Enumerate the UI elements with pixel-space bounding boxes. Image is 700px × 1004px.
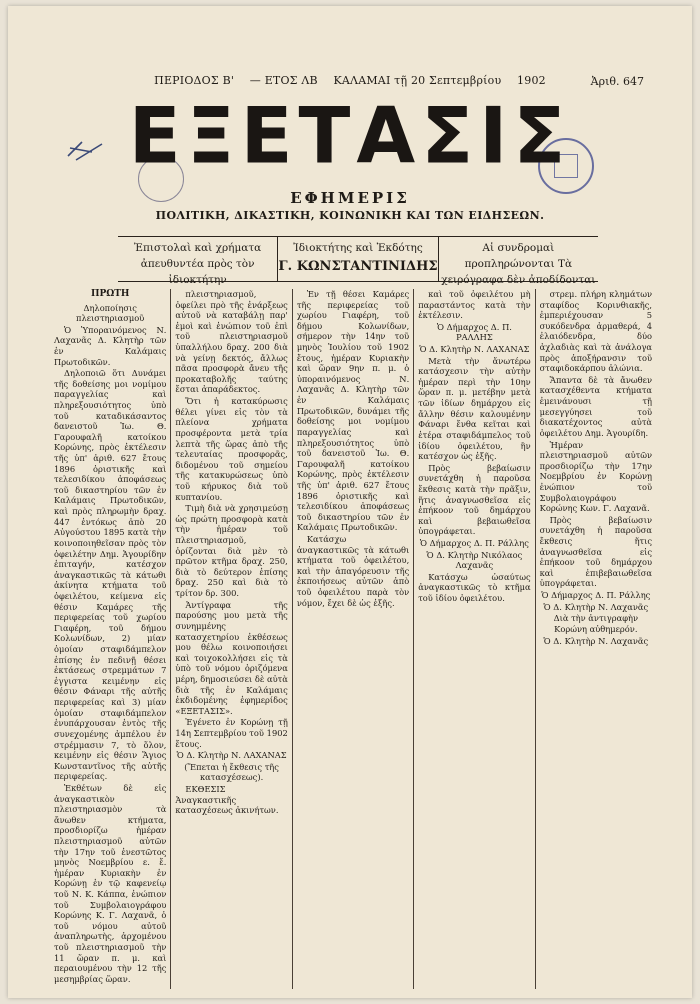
year-number: 1902 <box>517 74 546 87</box>
paragraph: Ὁ Ὑποραινόμενος Ν. Λαχανᾶς Δ. Κλητὴρ τῶν ἐν Καλάμαις Πρωτοδικῶν. <box>54 324 167 367</box>
paragraph: πλειστηριασμοῦ, ὀφείλει πρὸ τῆς ἐνάρξεως αὐτοῦ νὰ καταβάλῃ παρ' ἐμοὶ καὶ ἐνώπιον τοῦ ἐπὶ τοῦ πλειστηριασμοῦ ὑπαλλήλου δραχ. 200 διὰ νὰ γείνῃ δεκτός, ἄλλως πᾶσα προσφορὰ ἄνευ τῆς προκαταβολῆς ταύτης ἔσται ἀπαράδεκτος. <box>175 289 288 395</box>
year: — ΕΤΟΣ ΛΒ <box>249 74 318 87</box>
article-column <box>171 289 292 989</box>
header-line <box>8 74 692 87</box>
paragraph: Ἅπαντα δὲ τὰ ἄνωθεν κατασχέθεντα κτήματα ἐμεινάνουσι τῇ μεσεγγύησει τοῦ διακατέχοντος αὐτὰ ὀφειλέτου Δημ. Ἀγουρίδη. <box>539 374 653 438</box>
paragraph: Ἐγένετο ἐν Κορώνῃ τῇ 14η Σεπτεμβρίου τοῦ 1902 ἔτους. <box>175 717 288 749</box>
masthead-title: ΕΞΕΤΑΣΙΣ <box>128 90 572 181</box>
paragraph: Τιμὴ διὰ νὰ χρησιμεύσῃ ὡς πρώτη προσφορὰ κατὰ τὴν ἡμέραν τοῦ πλειστηριασμοῦ, ὁρίζονται διὰ μὲν τὸ πρῶτον κτῆμα δραχ. 250, διὰ τὸ δεύτερον ἐπίσης δραχ. 250 καὶ διὰ τὸ τρίτον δρ. 300. <box>175 503 288 599</box>
paragraph: Ὁ Δ. Κλητὴρ Ν. ΛΑΧΑΝΑΣ <box>176 750 287 761</box>
paragraph: Ἡμέραν πλειστηριασμοῦ αὐτῶν προσδιορίζω τὴν 17ην Νοεμβρίου ἐν Κορώνῃ ἐνώπιον τοῦ Συμβολαιογράφου Κορώνης Κων. Γ. Λαχανᾶ. <box>539 439 653 514</box>
owner-label: Ἰδιοκτήτης καὶ Ἐκδότης <box>293 242 423 254</box>
owner-name: Γ. ΚΩΝΣΤΑΝΤΙΝΙΔΗΣ <box>278 258 438 274</box>
paragraph: Κατάσχω ἀναγκαστικῶς τὰ κάτωθι κτήματα τοῦ ὀφειλέτου, καὶ τὴν ἀπαγόρευσιν τῆς ἐκποιήσεως αὐτῶν ἀπὸ τοῦ ὀφειλέτου παρὰ τὸν νόμον, ἔχει δὲ ὡς ἑξῆς. <box>296 534 410 608</box>
notice-bar <box>118 236 598 286</box>
article-column <box>293 289 414 989</box>
paragraph: Ἐν τῇ θέσει Καμάρες τῆς περιφερείας τοῦ χωρίου Γιαφέρη, τοῦ δήμου Κολωνίδων, σήμερον τὴν 14ην τοῦ μηνὸς Ἰουλίου τοῦ 1902 ἔτους, ἡμέραν Κυριακὴν καὶ ὥραν 9ην π. μ. ὁ ὑποραινόμενος Ν. Λαχανᾶς Δ. Κλητὴρ τῶν ἐν Καλάμαις Πρωτοδικῶν, δυνάμει τῆς δοθείσης μοι νομίμου παραγγελίας καὶ πληρεξουσιότητος ὑπὸ τοῦ δανειστοῦ Ἰω. Θ. Γαρουφαλῆ κατοίκου Κορώνης, πρὸς ἐκτέλεσιν τῆς ὑπ' ἀριθ. 627 ἔτους 1896 ὁριστικῆς καὶ τελεσιδίκου ἀποφάσεως τοῦ δικαστηρίου τῶν ἐν Καλάμαις Πρωτοδικῶν. <box>296 289 410 533</box>
paragraph: (Ἕπεται ἡ ἔκθεσις τῆς κατασχέσεως). <box>184 761 279 783</box>
paragraph: Διὰ τὴν ἀντιγραφὴν Κορώνη αὐθημερόν. <box>553 613 639 634</box>
paragraph: καὶ τοῦ ὀφειλέτου μὴ παραστάντος κατὰ τὴν ἐκτέλεσιν. <box>418 289 531 321</box>
article-column <box>50 289 171 989</box>
masthead-tagline: ΠΟΛΙΤΙΚΗ, ΔΙΚΑΣΤΙΚΗ, ΚΟΙΝΩΝΙΚΗ ΚΑΙ ΤΩΝ ΕΙΔΗΣΕΩΝ. <box>155 209 545 222</box>
paragraph: Ἐκθέτων δὲ εἰς ἀναγκαστικὸν πλειστηριασμὸν τὰ ἄνωθεν κτήματα, προσδιορίζω ἡμέραν πλειστηριασμοῦ αὐτῶν τὴν 17ην τοῦ ἐνεστῶτος μηνὸς Νοεμβρίου ε. ἔ. ἡμέραν Κυριακὴν ἐν Κορώνῃ ἐν τῷ καφενείῳ τοῦ Ν. Κ. Κάππα, ἐνώπιον τοῦ Συμβολαιογράφου Κορώνης Κ. Γ. Λαχανᾶ, ὁ τοῦ νόμου αὐτοῦ ἀναπληρωτὴς, ἀρχομένου τοῦ πλειστηριασμοῦ τὴν 11 ὥραν π. μ. καὶ περαιουμένου τὴν 12 τῆς μεσημβρίας ὥραν. <box>54 782 167 984</box>
masthead-subtitle: ΕΦΗΜΕΡΙΣ <box>290 189 410 207</box>
paragraph: Δηλοποίησις πλειστηριασμοῦ <box>76 302 145 324</box>
article-column <box>536 289 656 989</box>
paragraph: Πρὸς βεβαίωσιν συνετάχθη ἡ παροῦσα ἔκθεσις κατὰ τὴν πρᾶξιν, ἥτις ἀναγνωσθεῖσα εἰς ἐπήκοον τοῦ δημάρχου καὶ βεβαιωθεῖσα ὑπογράφεται. <box>418 462 531 537</box>
notice-middle <box>277 237 438 281</box>
paragraph: στρεμ. πλήρη κλημάτων σταφίδος Κορινθιακῆς, ἐμπεριέχουσαν 5 συκόδενδρα ἀρμαθερά, 4 ἐλαιόδενδρα, δύο ἀχλαδιὰς καὶ τὰ ἀνάλογα πρὸς ἀποξήρανσιν τοῦ σταφιδοκάρπου ἁλώνια. <box>539 289 653 374</box>
paragraph: Ὁ Δήμαρχος Δ. Π. ΡΑΛΛΗΣ <box>436 321 512 343</box>
paragraph: Δηλοποιῶ ὅτι Δυνάμει τῆς δοθείσης μοι νομίμου παραγγελίας καὶ πληρεξουσιότητος ὑπὸ τοῦ καταδικάσαντος δανειστοῦ Ἰω. Θ. Γαρουφαλῆ κατοίκου Κορώνης, πρὸς ἐκτέλεσιν τῆς ὑπ' ἀριθ. 627 ἔτους 1896 ὁριστικῆς καὶ τελεσιδίκου ἀποφάσεως τοῦ δικαστηρίου τῶν ἐν Καλάμαις Πρωτοδικῶν, καὶ πρὸς πληρωμὴν δραχ. 447 ἐντόκως ἀπὸ 20 Αὐγούστου 1895 κατὰ τὴν κοινοποιηθεῖσαν πρὸς τὸν ὀφειλέτην Δημ. Ἀγουρίδην ἐπιταγήν, κατέσχον ἀναγκαστικῶς τὰ κάτωθι ἀκίνητα κτήματα τοῦ ὀφειλέτου, κείμενα εἰς θέσιν Καμάρες τῆς περιφερείας τοῦ χωρίου Γιαφέρη, τοῦ δήμου Κολωνίδων, 2) μίαν ὁμοίαν σταφιδάμπελον ἐπίσης ἐν πεδινῇ θέσει ἐκτάσεως στρεμμάτων 7 ἐγγιστα κειμένην εἰς θέσιν Φάναρι τῆς αὐτῆς περιφερείας καὶ 3) μίαν ὁμοίαν σταφιδάμπελον ἐνυπάρχουσαν ἐντὸς τῆς συνεχομένης ἀμπέλου ἐν στρέμμασιν 7, τὸ ὅλον, κειμένην εἰς θέσιν Ἅγιος Κωνσταντῖνος τῆς αὐτῆς περιφερείας. <box>54 368 167 782</box>
article-columns <box>50 289 656 989</box>
paragraph: Ὁ Δ. Κλητὴρ Νικόλαος Λαχανᾶς <box>426 549 523 571</box>
newspaper-page <box>8 6 692 998</box>
notice-left: Ἐπιστολαὶ καὶ χρήματα ἀπευθυντέα πρὸς τὸν ἰδιοκτήτην <box>134 242 262 286</box>
paragraph: Ἀντίγραφα τῆς παρούσης μου μετὰ τῆς συνημμένης κατασχετηρίου ἐκθέσεως μου θέλω κοινοποιήσει καὶ τοιχοκολλήσει εἰς τὰ ὑπὸ τοῦ νόμου ὁριζόμενα μέρη, δημοσιεύσει δὲ αὐτὰ διὰ τῆς ἐν Καλάμαις ἐκδιδομένης ἐφημερίδος «ΕΞΕΤΑΣΙΣ». <box>175 599 288 716</box>
issue-number: Ἀριθ. 647 <box>590 75 644 88</box>
notice-right: Αἱ συνδρομαὶ προπληρώνονται Τὰ χειρόγραφα δὲν ἀποδίδονται <box>441 242 596 286</box>
paragraph: Ὁ Δ. Κλητὴρ Ν. Λαχανᾶς <box>543 635 649 646</box>
paragraph: Μετὰ τὴν ἄνωτέρω κατάσχεσιν τὴν αὐτὴν ἡμέραν περὶ τὴν 10ην ὥραν π. μ. μετέβην μετὰ τῶν ἰδίων δημάρχου εἰς ἄλλην θέσιν καλουμένην Φάναρι ἔνθα κεῖται καὶ ἑτέρα σταφιδάμπελος τοῦ ἰδίου ὀφειλέτου, ἣν κατέσχον ὡς ἑξῆς. <box>418 355 531 462</box>
paragraph: Ὁ Δήμαρχος Δ. Π. Ράλλης <box>541 590 651 601</box>
period: ΠΕΡΙΟΔΟΣ Β' <box>154 74 235 87</box>
column-heading: ΠΡΩΤΗ <box>90 289 130 299</box>
paragraph: Ὅτι ἡ κατακύρωσις θέλει γίνει εἰς τὸν τὰ πλείονα χρήματα προσφέροντα μετὰ τρία λεπτὰ τῆς ὥρας ἀπὸ τῆς τελευταίας προσφορᾶς, διδομένου τοῦ σημείου τῆς κατακυρώσεως ὑπὸ τοῦ κήρυκος διὰ τοῦ κυπτανίου. <box>175 396 288 502</box>
paragraph: Ὁ Δήμαρχος Δ. Π. Ράλλης <box>419 538 529 549</box>
paragraph: Ὁ Δ. Κλητὴρ Ν. ΛΑΧΑΝΑΣ <box>419 344 530 355</box>
paragraph: Κατάσχω ὡσαύτως ἀναγκαστικῶς τὸ κτῆμα τοῦ ἰδίου ὀφειλέτου. <box>418 571 531 604</box>
place-date: ΚΑΛΑΜΑΙ τῇ 20 Σεπτεμβρίου <box>333 74 502 87</box>
paragraph: Πρὸς βεβαίωσιν συνετάχθη ἡ παροῦσα ἔκθεσις ἥτις ἀναγνωσθεῖσα εἰς ἐπήκοον τοῦ δημάρχου καὶ ἐπιβεβαιωθεῖσα ὑπογράφεται. <box>539 514 653 589</box>
paragraph: ΕΚΘΕΣΙΣ Ἀναγκαστικῆς κατασχέσεως ἀκινήτων. <box>175 784 279 816</box>
paragraph: Ὁ Δ. Κλητὴρ Ν. Λαχανᾶς <box>543 601 649 612</box>
article-column <box>414 289 535 989</box>
